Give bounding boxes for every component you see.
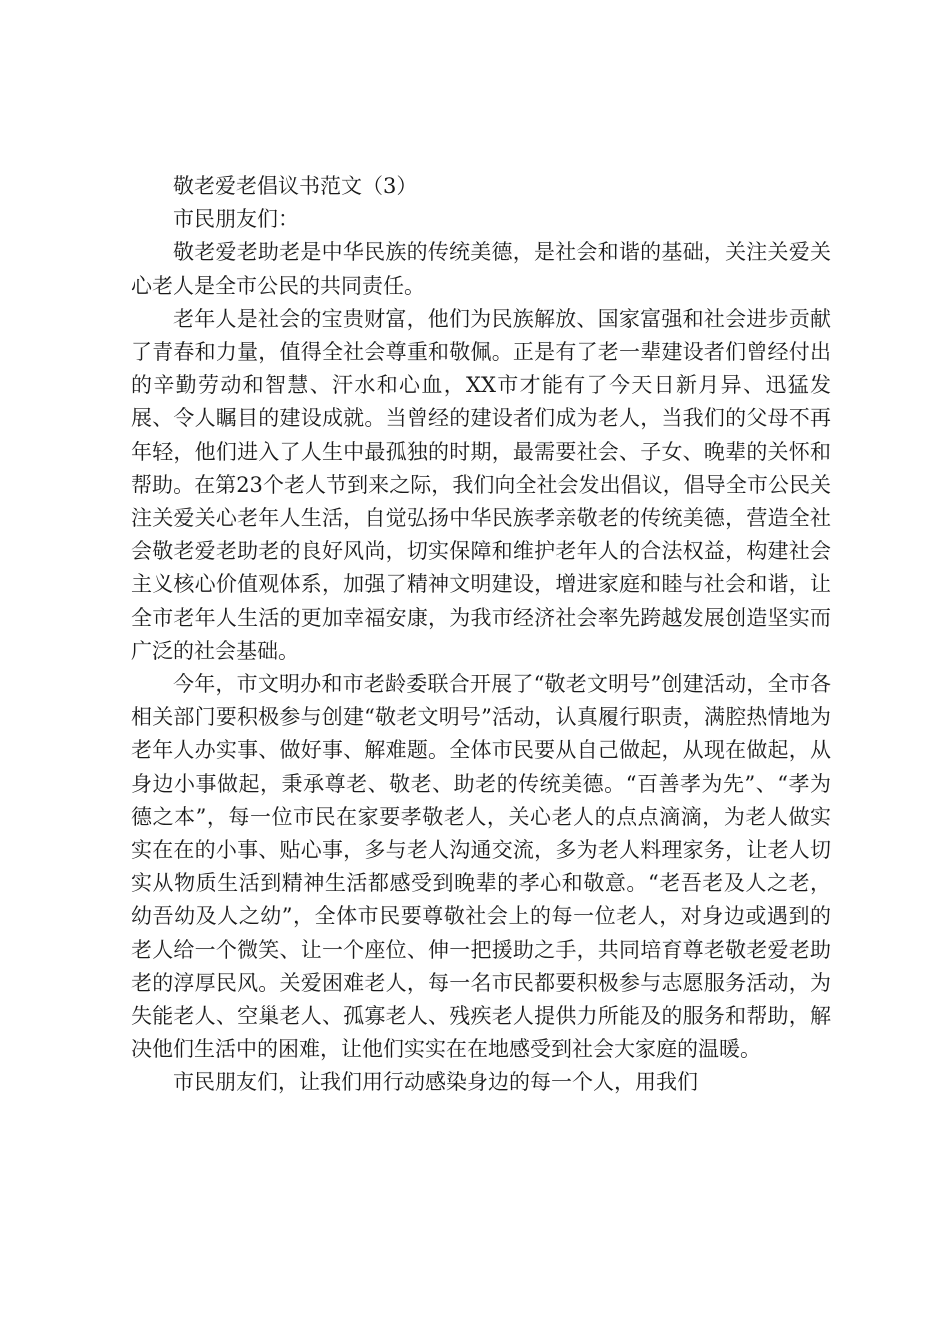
document-title: 敬老爱老倡议书范文（3） — [173, 174, 418, 198]
paragraph-4: 市民朋友们，让我们用行动感染身边的每一个人，用我们 — [173, 1070, 698, 1095]
paragraph-2: 老年人是社会的宝贵财富，他们为民族解放、国家富强和社会进步贡献了青春和力量，值得全社会尊重和敬佩。正是有了老一辈建设者们曾经付出的辛勤劳动和智慧、汗水和心血，XX市才能有了今天日新月异、迅猛发展、令人瞩目的建设成就。当曾经的建设者们成为老人，当我们的父母不再年轻，他们进入了人生中最孤独的时期，最需要社会、子女、晚辈的关怀和帮助。在第23个老人节到来之际，我们向全社会发出倡议，倡导全市公民关注关爱关心老年人生活，自觉弘扬中华民族孝亲敬老的传统美德，营造全社会敬老爱老助老的良好风尚，切实保障和维护老年人的合法权益，构建社会主义核心价值观体系，加强了精神文明建设，增进家庭和睦与社会和谐，让全市老年人生活的更加幸福安康，为我市经济社会率先跨越发展创造坚实而广泛的社会基础。 — [131, 306, 831, 663]
document-body — [131, 170, 831, 1100]
paragraph-3: 今年，市文明办和市老龄委联合开展了“敬老文明号”创建活动，全市各相关部门要积极参与创建“敬老文明号”活动，认真履行职责，满腔热情地为老年人办实事、做好事、解难题。全体市民要从自己做起，从现在做起，从身边小事做起，秉承尊老、敬老、助老的传统美德。“百善孝为先”、“孝为德之本”，每一位市民在家要孝敬老人，关心老人的点点滴滴，为老人做实实在在的小事、贴心事，多与老人沟通交流，多为老人料理家务，让老人切实从物质生活到精神生活都感受到晚辈的孝心和敬意。“老吾老及人之老，幼吾幼及人之幼”，全体市民要尊敬社会上的每一位老人，对身边或遇到的老人给一个微笑、让一个座位、伸一把援助之手，共同培育尊老敬老爱老助老的淳厚民风。关爱困难老人，每一名市民都要积极参与志愿服务活动，为失能老人、空巢老人、孤寡老人、残疾老人提供力所能及的服务和帮助，解决他们生活中的困难，让他们实实在在地感受到社会大家庭的温暖。 — [131, 672, 831, 1062]
salutation: 市民朋友们： — [173, 207, 299, 232]
paragraph-1: 敬老爱老助老是中华民族的传统美德，是社会和谐的基础，关注关爱关心老人是全市公民的共同责任。 — [131, 240, 831, 298]
